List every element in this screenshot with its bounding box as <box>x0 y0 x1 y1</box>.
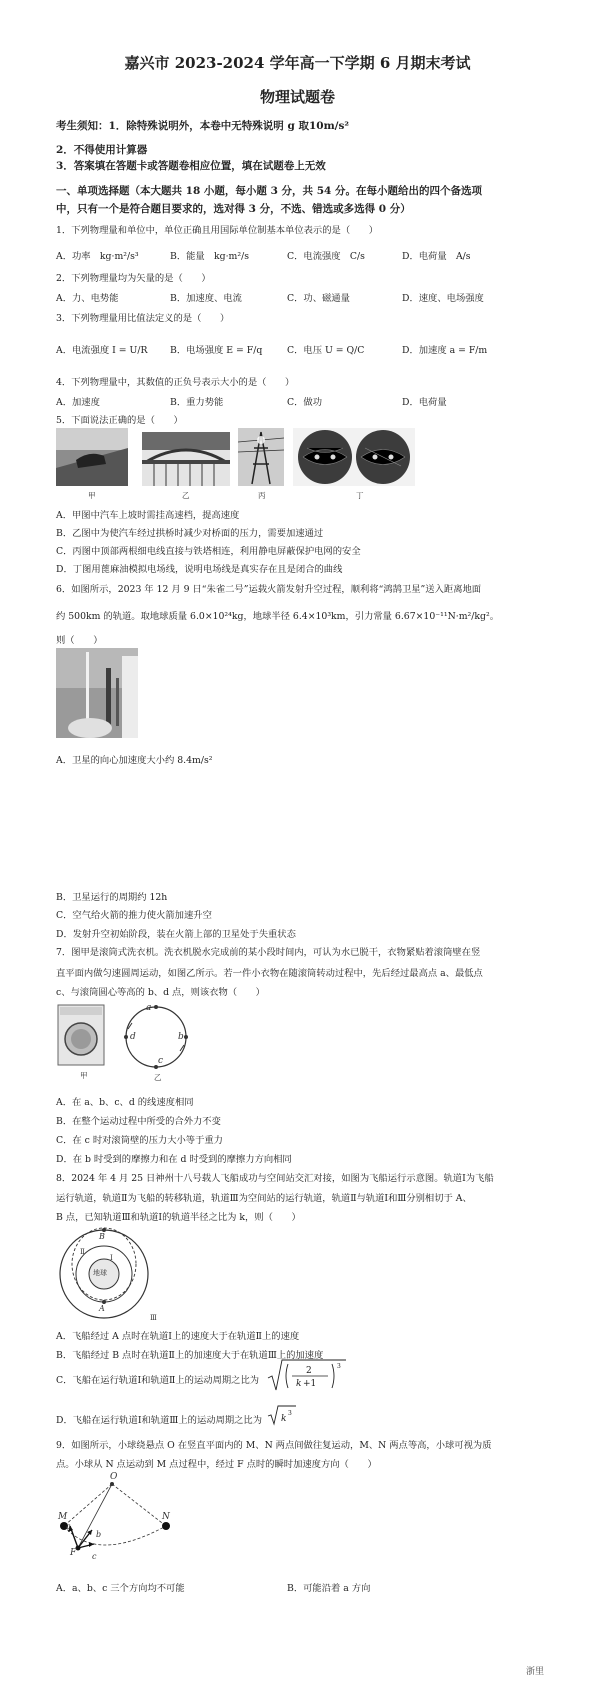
exam-subtitle: 物理试题卷 <box>259 88 335 106</box>
q8-label-orbit-1: Ⅰ <box>110 1254 113 1262</box>
q4-option-b: B．重力势能 <box>170 397 224 408</box>
q8-label-b: B <box>99 1232 105 1241</box>
q7-label-a: a <box>146 1003 152 1013</box>
q8-stem-line-2: 运行轨道，轨道Ⅱ为飞船的转移轨道，轨道Ⅲ为空间站的运行轨道，轨道Ⅱ与轨道Ⅰ和Ⅲ分别相切于 A、 <box>56 1193 472 1204</box>
q8-option-a: A．飞船经过 A 点时在轨道Ⅰ上的速度大于在轨道Ⅱ上的速度 <box>56 1331 300 1342</box>
q3-option-b: B．电场强度 E = F/q <box>170 345 263 356</box>
q4-option-c: C．做功 <box>287 397 323 408</box>
q8-option-c-formula <box>266 1358 350 1394</box>
exam-title: 嘉兴市 2023-2024 学年高一下学期 6 月期末考试 <box>124 54 471 72</box>
q6-option-b: B．卫星运行的周期约 12h <box>56 892 168 903</box>
q7-option-c: C．在 c 时对滚筒壁的压力大小等于重力 <box>56 1135 223 1146</box>
q5-figure-car-photo <box>56 428 128 486</box>
q5-option-a: A．甲图中汽车上坡时需挂高速档，提高速度 <box>56 510 240 521</box>
q8-label-orbit-3: Ⅲ <box>150 1314 157 1322</box>
q8-label-orbit-2: Ⅱ <box>80 1248 85 1256</box>
q6-stem-line-3: 则（ ） <box>56 635 103 646</box>
q9-label-b: b <box>96 1530 102 1539</box>
q9-label-m: M <box>58 1512 68 1522</box>
q5-figure-bridge-photo <box>142 432 230 486</box>
q1-option-d: D．电荷量 A/s <box>402 251 471 262</box>
q7-option-a: A．在 a、b、c、d 的线速度相同 <box>56 1097 194 1108</box>
q4-option-d: D．电荷量 <box>402 397 447 408</box>
q2-option-c: C．功、磁通量 <box>287 293 350 304</box>
q9-label-o: O <box>110 1472 118 1482</box>
q9-stem-line-2: 点。小球从 N 点运动到 M 点过程中，经过 F 点时的瞬时加速度方向（ ） <box>56 1459 377 1470</box>
q3-stem: 3．下列物理量用比值法定义的是（ ） <box>56 313 230 324</box>
q2-option-b: B．加速度、电流 <box>170 293 242 304</box>
notice-line-2: 2．不得使用计算器 <box>56 144 148 156</box>
q9-option-b: B．可能沿着 a 方向 <box>287 1583 371 1594</box>
q2-stem: 2．下列物理量均为矢量的是（ ） <box>56 273 211 284</box>
svg-text:k: k <box>296 1379 302 1389</box>
q5-option-c: C．丙图中顶部两根细电线直接与铁塔相连，利用静电屏蔽保护电网的安全 <box>56 546 361 557</box>
q6-option-d: D．发射升空初始阶段，装在火箭上部的卫星处于失重状态 <box>56 929 296 940</box>
q1-option-c: C．电流强度 C/s <box>287 251 365 262</box>
q3-option-a: A．电流强度 I = U/R <box>56 345 148 356</box>
q8-label-earth: 地球 <box>93 1269 107 1277</box>
q8-label-a: A <box>99 1304 105 1313</box>
q9-option-a: A．a、b、c 三个方向均不可能 <box>56 1583 185 1594</box>
svg-text:k: k <box>281 1414 287 1424</box>
q2-option-d: D．速度、电场强度 <box>402 293 484 304</box>
q3-option-c: C．电压 U = Q/C <box>287 345 365 356</box>
q7-label-c: c <box>158 1056 164 1066</box>
section-heading-line-2: 中，只有一个是符合题目要求的，选对得 3 分，不选、错选或多选得 0 分） <box>56 203 411 215</box>
svg-text:2: 2 <box>306 1366 312 1376</box>
q1-stem: 1．下列物理量和单位中，单位正确且用国际单位制基本单位表示的是（ ） <box>56 225 379 236</box>
footer-watermark: 浙里 <box>526 1667 545 1677</box>
q8-stem-line-3: B 点，已知轨道Ⅲ和轨道Ⅰ的轨道半径之比为 k，则（ ） <box>56 1212 301 1223</box>
q5-figure-oil-field-photo <box>293 428 415 486</box>
q9-label-c: c <box>92 1552 97 1561</box>
q7-label-b: b <box>178 1032 184 1042</box>
q4-stem: 4．下列物理量中，其数值的正负号表示大小的是（ ） <box>56 377 295 388</box>
q6-figure-rocket-photo <box>56 648 138 738</box>
q7-caption-jia: 甲 <box>80 1071 88 1080</box>
q7-label-d: d <box>130 1032 136 1042</box>
q6-option-c: C．空气给火箭的推力使火箭加速升空 <box>56 910 212 921</box>
q6-stem-line-1: 6．如图所示，2023 年 12 月 9 日“朱雀二号”运载火箭发射升空过程，顺利将“鸿鹄卫星”送入距离地面 <box>56 584 482 595</box>
q4-option-a: A．加速度 <box>56 397 100 408</box>
notice-line-1: 考生须知：1．除特殊说明外，本卷中无特殊说明 g 取10m/s² <box>56 120 350 132</box>
svg-text:+1: +1 <box>303 1379 317 1389</box>
q9-stem-line-1: 9．如图所示，小球绕悬点 O 在竖直平面内的 M、N 两点间做往复运动，M、N 两点等高，小球可视为质 <box>56 1440 492 1451</box>
q8-option-d: D．飞船在运行轨道Ⅰ和轨道Ⅲ上的运动周期之比为 <box>56 1415 263 1426</box>
q7-figure-washing-machine <box>56 1003 106 1067</box>
q8-option-d-formula <box>266 1404 300 1426</box>
q7-caption-yi: 乙 <box>154 1073 162 1082</box>
q5-stem: 5．下面说法正确的是（ ） <box>56 415 183 426</box>
q5-option-b: B．乙图中为使汽车经过拱桥时减少对桥面的压力，需要加速通过 <box>56 528 324 539</box>
svg-text:3: 3 <box>288 1410 292 1417</box>
q5-figure-tower-photo <box>238 428 284 486</box>
section-heading-line-1: 一、单项选择题（本大题共 18 小题，每小题 3 分，共 54 分。在每小题给出的四个备选项 <box>56 185 482 197</box>
q7-stem-line-3: c、与滚筒圆心等高的 b、d 点，则该衣物（ ） <box>56 987 265 998</box>
q9-label-n: N <box>162 1512 170 1522</box>
q6-stem-line-2: 约 500km 的轨道。取地球质量 6.0×10²⁴kg，地球半径 6.4×10³km，引力常量 6.67×10⁻¹¹N·m²/kg²。 <box>56 611 499 622</box>
q7-stem-line-1: 7．图甲是滚筒式洗衣机。洗衣机脱水完成前的某小段时间内，可认为水已脱干，衣物紧贴着滚筒壁在竖 <box>56 947 481 958</box>
q9-label-a: a <box>66 1522 71 1531</box>
svg-text:3: 3 <box>337 1363 341 1370</box>
q5-caption-yi: 乙 <box>182 491 190 500</box>
q8-option-b: B．飞船经过 B 点时在轨道Ⅱ上的加速度大于在轨道Ⅲ上的加速度 <box>56 1350 324 1361</box>
q7-option-b: B．在整个运动过程中所受的合外力不变 <box>56 1116 221 1127</box>
notice-line-3: 3．答案填在答题卡或答题卷相应位置，填在试题卷上无效 <box>56 160 326 172</box>
q3-option-d: D．加速度 a = F/m <box>402 345 488 356</box>
q8-option-c: C．飞船在运行轨道Ⅰ和轨道Ⅱ上的运动周期之比为 <box>56 1375 260 1386</box>
q1-option-b: B．能量 kg·m²/s <box>170 251 250 262</box>
q8-stem-line-1: 8．2024 年 4 月 25 日神州十八号载人飞船成功与空间站交汇对接，如图为飞船运行示意图。轨道Ⅰ为飞船 <box>56 1173 494 1184</box>
q1-option-a: A．功率 kg·m²/s³ <box>56 251 139 262</box>
q5-caption-bing: 丙 <box>258 491 266 500</box>
q9-label-f: F <box>70 1548 77 1558</box>
q5-caption-jia: 甲 <box>88 491 96 500</box>
q7-option-d: D．在 b 时受到的摩擦力和在 d 时受到的摩擦力方向相同 <box>56 1154 292 1165</box>
q5-option-d: D．丁图用蓖麻油模拟电场线，说明电场线是真实存在且是闭合的曲线 <box>56 564 343 575</box>
q7-stem-line-2: 直平面内做匀速圆周运动，如图乙所示。若一件小衣物在随滚筒转动过程中，先后经过最高点 a、最低点 <box>56 968 483 979</box>
q5-caption-ding: 丁 <box>356 491 364 500</box>
q6-option-a: A．卫星的向心加速度大小约 8.4m/s² <box>56 755 213 766</box>
q2-option-a: A．力、电势能 <box>56 293 119 304</box>
